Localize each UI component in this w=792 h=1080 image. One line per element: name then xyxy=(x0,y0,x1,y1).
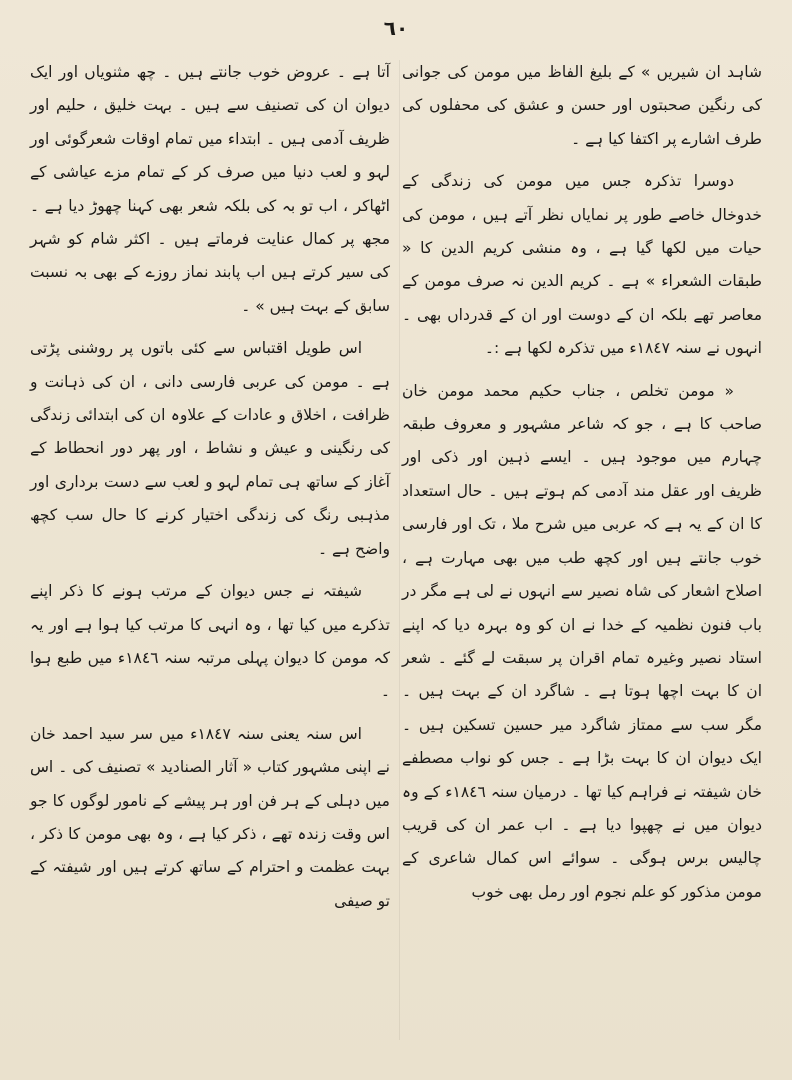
paragraph: اس طویل اقتباس سے کئی باتوں پر روشنی پڑتی ہے ۔ مومن کی عربی فارسی دانی ، ان کی ذہانت و ظرافت ، اخلاق و عادات کے علاوہ ان کی ابتدائی زندگی کی رنگینی و عیش و نشاط ، اور پھر دور انحطاط کے آغاز کے ساتھ ہی تمام لہو و لعب سے دست برداری اور مذہبی رنگ کی زندگی اختیار کرنے کا حال سب کچھ واضح ہے ۔ xyxy=(30,339,390,558)
paragraph: دوسرا تذکرہ جس میں مومن کی زندگی کے خدوخال خاصے طور پر نمایاں نظر آتے ہیں ، مومن کی حیات میں لکھا گیا ہے ، وہ منشی کریم الدین کا « طبقات الشعراء » ہے ۔ کریم الدین نہ صرف مومن کے معاصر تھے بلکہ ان کے دوست اور ان کے قدرداں بھی ۔ انہوں نے سنہ ١٨٤٧ء میں تذکرہ لکھا ہے :۔ xyxy=(402,172,762,358)
column-gutter xyxy=(399,60,400,1040)
left-column xyxy=(30,56,390,927)
right-column xyxy=(402,56,762,918)
paragraph: آتا ہے ۔ عروض خوب جانتے ہیں ۔ چھ مثنویاں اور ایک دیوان ان کی تصنیف سے ہیں ۔ بہت خلیق ، حلیم اور ظریف آدمی ہیں ۔ ابتداء میں تمام اوقات شعرگوئی اور لہو و لعب دنیا میں صرف کر کے تمام مزے عیاشی کے اٹھاکر ، اب تو بہ کی بلکہ شعر بھی کہنا چھوڑ دیا ہے ۔ مجھ پر کمال عنایت فرماتے ہیں ۔ اکثر شام کو شہر کی سیر کرتے ہیں اب پابند نماز روزے کے بھی بہ نسبت سابق کے بہت ہیں » ۔ xyxy=(30,63,390,315)
paragraph: شاہد ان شیریں » کے بلیغ الفاظ میں مومن کی جوانی کی رنگین صحبتوں اور حسن و عشق کی محفلوں کی طرف اشارے پر اکتفا کیا ہے ۔ xyxy=(402,63,762,148)
page-number: ٦٠ xyxy=(383,16,409,40)
quotation-paragraph: « مومن تخلص ، جناب حکیم محمد مومن خان صاحب کا ہے ، جو کہ شاعر مشہور و معروف طبقہ چہارم میں موجود ہیں ۔ ایسے ذہین اور ذکی اور ظریف اور عقل مند آدمی کم ہوتے ہیں ۔ حال استعداد کا ان کے یہ ہے کہ عربی میں شرح ملا ، تک اور فارسی خوب جانتے ہیں اور کچھ طب میں بھی مہارت ہے ، اصلاح اشعار کی شاہ نصیر سے انہوں نے لی ہے مگر در باب فنون نظمیہ کے خدا نے ان کو وہ بہرہ دیا کہ اپنے استاد نصیر وغیرہ تمام اقران پر سبقت لے گئے ۔ شعر ان کا بہت اچھا ہوتا ہے ۔ شاگرد ان کے بہت ہیں ۔ مگر سب سے ممتاز شاگرد میر حسین تسکین ہیں ۔ ایک دیوان ان کا بہت بڑا ہے ۔ جس کو نواب مصطفے خان شیفتہ نے فراہم کیا تھا ۔ درمیان سنہ ١٨٤٦ء کے وہ دیوان میں نے چھپوا دیا ہے ۔ اب عمر ان کی قریب چالیس برس ہوگی ۔ سوائے اس کمال شاعری کے مومن مذکور کو علم نجوم اور رمل بھی خوب xyxy=(402,381,762,901)
paragraph: شیفتہ نے جس دیوان کے مرتب ہونے کا ذکر اپنے تذکرے میں کیا تھا ، وہ انہی کا مرتب کیا ہوا ہے اور یہ کہ مومن کا دیوان پہلی مرتبہ سنہ ١٨٤٦ء میں طبع ہوا ۔ xyxy=(30,582,390,701)
paragraph: اس سنہ یعنی سنہ ١٨٤٧ء میں سر سید احمد خان نے اپنی مشہور کتاب « آثار الصنادید » تصنیف کی ۔ اس میں دہلی کے ہر فن اور ہر پیشے کے نامور لوگوں کا جو اس وقت زندہ تھے ، ذکر کیا ہے ، وہ بھی مومن کا ذکر ، بہت عظمت و احترام کے ساتھ کرتے ہیں اور شیفتہ کے تو صیفی xyxy=(30,724,390,910)
